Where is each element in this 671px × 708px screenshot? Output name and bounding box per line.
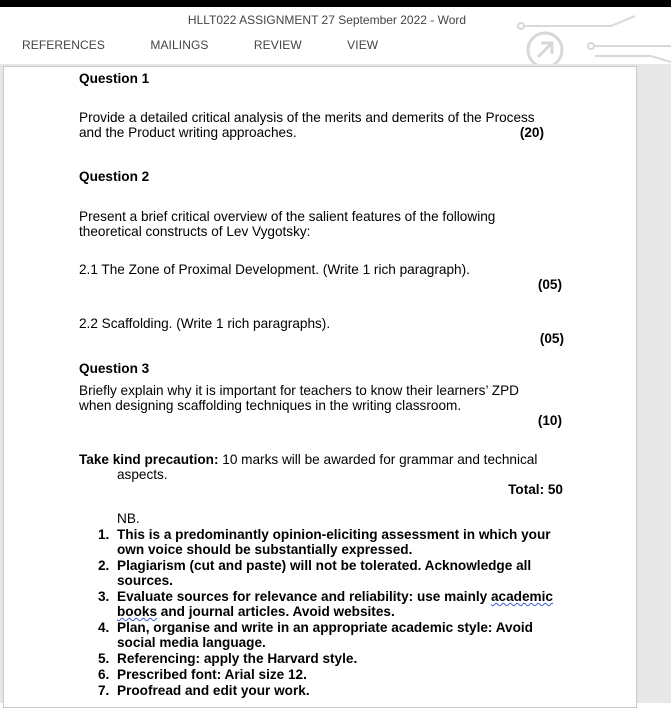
question-3-text: Briefly explain why it is important for teachers to know their learners’ ZPD when designing scaffolding techniques in the writing classroom. bbox=[79, 383, 519, 413]
nb-item-number: 3. bbox=[98, 589, 110, 604]
nb-item-text: Plagiarism (cut and paste) will not be tolerated. Acknowledge all sources. bbox=[117, 558, 532, 588]
nb-item bbox=[79, 527, 559, 557]
nb-item bbox=[79, 667, 559, 682]
question-1-heading: Question 1 bbox=[79, 71, 150, 86]
tab-view[interactable]: VIEW bbox=[347, 38, 379, 52]
question-2-text: Present a brief critical overview of the salient features of the following theoretical constructs of Lev Vygotsky: bbox=[79, 209, 496, 239]
nb-item bbox=[79, 620, 559, 650]
nb-item-text-pre: Evaluate sources for relevance and reliability: use mainly bbox=[117, 589, 491, 604]
precaution-text: 10 marks will be awarded for grammar and technical bbox=[218, 452, 538, 467]
nb-item-text: This is a predominantly opinion-eliciting assessment in which your own voice should be substantially expressed. bbox=[117, 527, 551, 557]
question-3-mark: (10) bbox=[537, 413, 562, 428]
spelling-flag-books[interactable]: books bbox=[117, 604, 158, 619]
question-1-mark: (20) bbox=[519, 125, 544, 140]
window-top-border bbox=[0, 0, 671, 7]
nb-item bbox=[79, 589, 559, 619]
nb-item-number: 5. bbox=[98, 651, 110, 666]
nb-item-text: Referencing: apply the Harvard style. bbox=[117, 651, 358, 666]
question-2-1-text: 2.1 The Zone of Proximal Development. (Write 1 rich paragraph). bbox=[79, 262, 470, 277]
ribbon-tabs bbox=[22, 38, 420, 52]
nb-item-text: Proofread and edit your work. bbox=[117, 683, 310, 698]
window-title: HLLT022 ASSIGNMENT 27 September 2022 - Word bbox=[187, 13, 467, 27]
tab-mailings[interactable]: MAILINGS bbox=[150, 38, 209, 52]
document-page[interactable] bbox=[3, 66, 637, 708]
spelling-flag-academic[interactable]: academic bbox=[491, 589, 553, 604]
nb-item bbox=[79, 558, 559, 588]
nb-item-number: 7. bbox=[98, 683, 110, 698]
question-2-2-mark: (05) bbox=[539, 331, 564, 346]
nb-list bbox=[79, 527, 559, 698]
nb-item bbox=[79, 651, 559, 666]
precaution-text-continued: aspects. bbox=[117, 467, 168, 482]
nb-item-number: 1. bbox=[98, 527, 110, 542]
nb-item-text-post: and journal articles. Avoid websites. bbox=[157, 604, 395, 619]
precaution-line bbox=[79, 452, 559, 467]
nb-item-number: 2. bbox=[98, 558, 110, 573]
tab-review[interactable]: REVIEW bbox=[253, 38, 302, 52]
tab-references[interactable]: REFERENCES bbox=[22, 38, 106, 52]
nb-item-text: Plan, organise and write in an appropriate academic style: Avoid social media language. bbox=[117, 620, 533, 650]
precaution-label: Take kind precaution: bbox=[79, 452, 219, 467]
nb-item-number: 6. bbox=[98, 667, 110, 682]
circled-arrow-icon bbox=[528, 33, 562, 67]
question-2-1-mark: (05) bbox=[537, 277, 562, 292]
total-marks: Total: 50 bbox=[508, 482, 563, 497]
nb-item-text: Prescribed font: Arial size 12. bbox=[117, 667, 307, 682]
question-2-2-text: 2.2 Scaffolding. (Write 1 rich paragraphs). bbox=[79, 316, 331, 331]
question-2-heading: Question 2 bbox=[79, 169, 150, 184]
nb-item-number: 4. bbox=[98, 620, 110, 635]
question-3-heading: Question 3 bbox=[79, 361, 150, 376]
question-1-body: Provide a detailed critical analysis of the merits and demerits of the Process and the Product writing approaches. bbox=[79, 110, 535, 140]
document-body bbox=[79, 71, 564, 698]
question-1-text bbox=[79, 110, 559, 140]
nb-item bbox=[79, 683, 559, 698]
nb-label: NB. bbox=[117, 511, 140, 526]
ribbon-decoration-graphic bbox=[511, 14, 671, 70]
ribbon bbox=[0, 7, 671, 64]
